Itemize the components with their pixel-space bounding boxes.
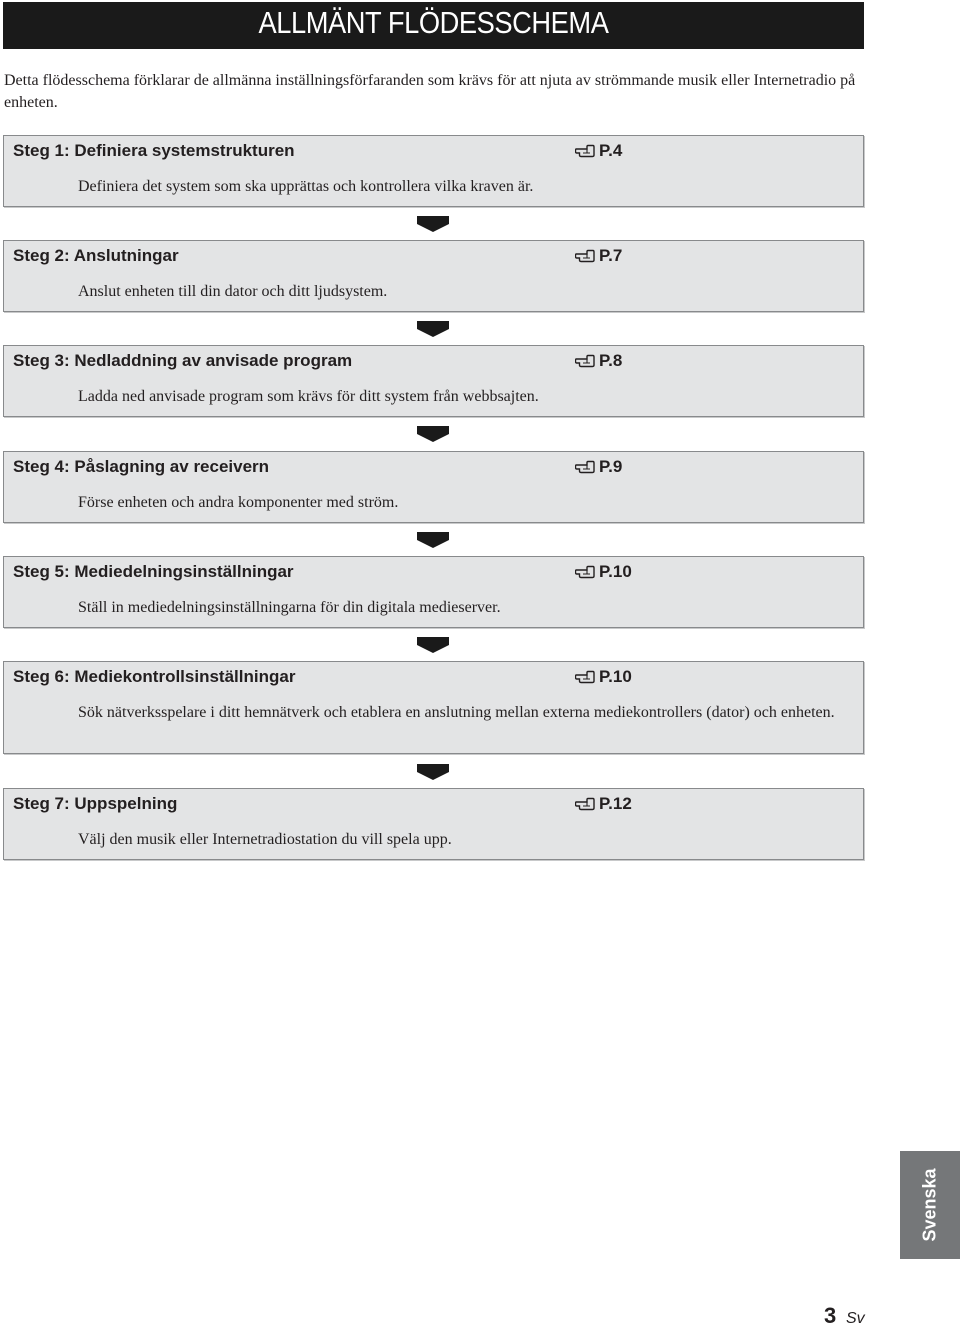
step-box-2 [3, 240, 864, 312]
step-title: Steg 2: Anslutningar [13, 246, 179, 265]
page-ref-label: P.9 [599, 457, 623, 476]
step-box-3 [3, 345, 864, 417]
step-title: Steg 4: Påslagning av receivern [13, 457, 270, 476]
arrow-down-icon [417, 532, 449, 548]
pointing-hand-icon [575, 565, 595, 579]
pointing-hand-icon [575, 670, 595, 684]
step-title: Steg 3: Nedladdning av anvisade program [13, 351, 353, 370]
step-box-1 [3, 135, 864, 207]
arrow-down-icon [417, 764, 449, 780]
step-box-4 [3, 451, 864, 523]
language-tab [900, 1151, 960, 1259]
step-title: Steg 7: Uppspelning [13, 794, 178, 813]
page-language-suffix: Sv [846, 1310, 865, 1327]
page-ref-label: P.4 [599, 141, 623, 160]
pointing-hand-icon [575, 460, 595, 474]
step-description: Förse enheten och andra komponenter med ström. [78, 494, 399, 511]
step-reference[interactable] [575, 246, 622, 266]
step-description: Ställ in mediedelningsinställningarna för din digitala medieserver. [78, 599, 501, 616]
step-box-5 [3, 556, 864, 628]
step-title: Steg 5: Mediedelningsinställningar [13, 562, 294, 581]
step-box-6 [3, 661, 864, 754]
page-number: 3 [824, 1303, 837, 1328]
step-reference[interactable] [575, 794, 632, 814]
page-ref-label: P.10 [599, 667, 632, 686]
step-reference[interactable] [575, 667, 632, 687]
pointing-hand-icon [575, 144, 595, 158]
pointing-hand-icon [575, 249, 595, 263]
step-reference[interactable] [575, 141, 622, 161]
pointing-hand-icon [575, 797, 595, 811]
page-ref-label: P.7 [599, 246, 623, 265]
step-title: Steg 6: Mediekontrollsinställningar [13, 667, 296, 686]
arrow-down-icon [417, 637, 449, 653]
step-title: Steg 1: Definiera systemstrukturen [13, 141, 295, 160]
step-reference[interactable] [575, 457, 622, 477]
pointing-hand-icon [575, 354, 595, 368]
page-ref-label: P.8 [599, 351, 623, 370]
step-reference[interactable] [575, 562, 632, 582]
step-description: Välj den musik eller Internetradiostation du vill spela upp. [78, 831, 452, 848]
language-label: Svenska [919, 1168, 940, 1242]
page-title: ALLMÄNT FLÖDESSCHEMA [258, 5, 609, 40]
page-ref-label: P.12 [599, 794, 632, 813]
arrow-down-icon [417, 426, 449, 442]
step-description: Definiera det system som ska upprättas och kontrollera vilka kraven är. [78, 178, 534, 195]
step-description: Sök nätverksspelare i ditt hemnätverk och etablera en anslutning mellan externa mediekontrollers (dator) och enheten. [78, 704, 835, 721]
arrow-down-icon [417, 321, 449, 337]
step-description: Anslut enheten till din dator och ditt ljudsystem. [78, 283, 388, 300]
step-description: Ladda ned anvisade program som krävs för ditt system från webbsajten. [78, 388, 539, 405]
step-reference[interactable] [575, 351, 622, 371]
step-box-7 [3, 788, 864, 860]
page-ref-label: P.10 [599, 562, 632, 581]
intro-text: Detta flödesschema förklarar de allmänna inställningsförfaranden som krävs för att njuta av strömmande musik eller Internetradio på enheten. [4, 72, 856, 111]
arrow-down-icon [417, 216, 449, 232]
title-bar [3, 2, 864, 49]
